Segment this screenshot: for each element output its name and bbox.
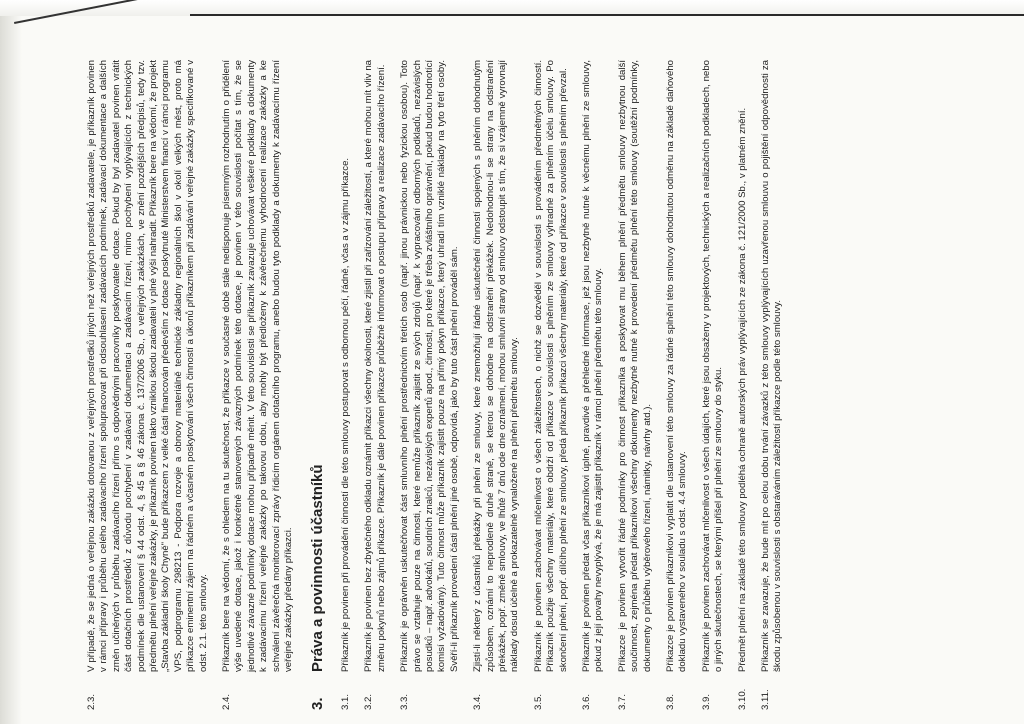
clause-text: Zjistí-li některý z účastníků překážky při plnění ze smlouvy, které znemožňují řádné uskutečnění činností spojených s plněním dohodnutým způsobem, oznámí to neprodleně druhé straně, se kterou se dohodne na odstranění překážek. Nedohodnou-li se strany na odstranění překážek, popř. změně smlouvy, ve lhůtě 7 dnů ode dne oznámení, mohou smluvní strany od smlouvy odstoupit s tím, že si vzájemně vyrovnají náklady dosud účelně a prokazatelně vynaložené na plnění předmětu smlouvy. xyxy=(472,60,521,672)
clause-text: V případě, že se jedná o veřejnou zakázku dotovanou z veřejných prostředků jiných než veřejných prostředků zadavatele, je příkazník povinen v rámci přípravy i průběhu celého zadávacího řízení spolupracovat při odsouhlasení zadávacích podmínek, zadávací dokumentace a dalších změn učiněných v průběhu zadávacího řízení přímo s odpovědnými pracovníky poskytovatele dotace. Pokud by byl zadavatel povinen vrátit část dotačních prostředků z důvodu pochybení v zadávací dokumentaci a zadávacím řízení, mimo pochybení vyplývajících z technických podmínek dle ustanovení § 44 odst. 4, § 45 a § 46 zákona č. 137/2006 Sb., o veřejných zakázkách, ve znění pozdějších předpisů, tedy tzv. předmětu plnění veřejné zakázky, je příkazník povinen takto vzniklou škodu zadavateli v plné výši nahradit. Příkazník bere na vědomí, že projekt „Stavba základní školy Chyně" bude příkazcem z velké části financován především z dotace poskytnuté Ministerstvem financí v rámci programu VPS, podprogramu 298213 - Podpora rozvoje a obnovy materiálně technické základny regionálních škol v okolí velkých měst, proto má příkazce eminentní zájem na řádném a včasném poskytování všech činností a úkonů příkazníkem při zadávání veřejné zakázky specifikované v odst. 2.1. této smlouvy. xyxy=(86,59,209,672)
clause-text: Příkazník je povinen zachovávat mlčenlivost o všech záležitostech, o nichž se dozvěděl v souvislosti s prováděním předmětných činností. Příkazník použije všechny materiály, které obdrží od příkazce v souvislosti s plněním ze smlouvy výhradně za plněním účelu smlouvy. Po skončení plnění, popř. dílčího plnění ze smlouvy, předá příkazník příkazci všechny materiály, které od příkazce v souvislosti s plněním převzal. xyxy=(532,60,569,672)
clause-number: 3.7. xyxy=(616,693,628,710)
clause-text: Příkazník je povinen bez zbytečného odkladu oznámit příkazci všechny okolnosti, které zjistil při zařizování záležitostí, a které mohou mít vliv na změnu pokynů nebo zájmů příkazce. Příkazník je dále povinen příkazce průběžně informovat o postupu přípravy a realizace zadávacího řízení. xyxy=(363,60,387,672)
clause-item xyxy=(363,60,388,710)
clause-text: Příkazník je povinen zachovávat mlčenlivost o všech údajích, které jsou obsaženy v projektových, technických a realizačních podkladech, nebo o jiných skutečnostech, se kterými přišel při plnění ze smlouvy do styku. xyxy=(700,60,725,672)
clause-item xyxy=(665,60,690,710)
clause-text: Příkazník je povinen předat včas příkazníkovi úplné, pravdivé a přehledné informace, jež jsou nezbytně nutné k věcnému plnění ze smlouvy, pokud z její povahy nevyplývá, že je má zajistit příkazník v rámci plnění předmětu této smlouvy. xyxy=(581,60,605,672)
section-2-items xyxy=(86,60,296,710)
clause-text: Předmět plnění na základě této smlouvy podléhá ochraně autorských práv vyplývajících ze zákona č. 121/2000 Sb., v platném znění. xyxy=(736,107,748,672)
clause-text: Příkazce je povinen příkazníkovi vyplatit dle ustanovení této smlouvy za řádné splnění této smlouvy dohodnutou odměnu na základě daňového dokladu vystaveného v souladu s odst. 4.4 smlouvy. xyxy=(665,60,689,672)
clause-item xyxy=(581,60,606,710)
clause-text: Příkazník se zavazuje, že bude mít po celou dobu trvání závazků z této smlouvy vyplývajících uzavřenou smlouvu o pojištění odpovědnosti za škodu způsobenou v souvislosti s obstaráváním záležitostí příkazce podle této smlouvy. xyxy=(760,60,784,672)
clause-item xyxy=(617,60,654,710)
clause-number: 3.11. xyxy=(760,689,772,710)
clause-number: 3.10. xyxy=(736,688,748,710)
section-title: Práva a povinnosti účastníků xyxy=(308,464,326,672)
clause-item xyxy=(221,60,295,710)
scan-edge-shadow xyxy=(0,0,22,724)
clause-number: 2.4. xyxy=(221,693,233,710)
clause-number: 3.3. xyxy=(399,693,411,710)
rotated-contract-page xyxy=(86,60,966,710)
clause-text: Příkazník je oprávněn uskutečňovat část smluvního plnění prostřednictvím třetích osob (např. jinou právnickou nebo fyzickou osobou). Toto právo se vztahuje pouze na činnosti, které nemůže příkazník zajistit ze svých zdrojů (např. k vypracování odborných podkladů, nezávislých posudků – např. advokátů, soudních znalců, nezávislých expertů apod., činnosti, pro které je třeba zvláštního oprávnění, pokud budou hodnotící komisí vyžadovány). Tuto činnost může příkazník zajistit pouze na přímý pokyn příkazce, který uhradí tím vzniklé náklady na tyto třetí osoby. Svěří-li příkazník provedení části plnění jiné osobě, odpovídá, jako by tuto část plnění prováděl sám. xyxy=(399,60,460,672)
clause-item xyxy=(701,60,726,710)
clause-item xyxy=(533,60,570,710)
clause-number: 2.3. xyxy=(86,693,97,710)
clause-text: Příkazník je povinen při provádění činností dle této smlouvy postupovat s odbornou péčí, řádně, včas a v zájmu příkazce. xyxy=(339,157,351,672)
clause-number: 3.1. xyxy=(339,693,351,710)
section-number: 3. xyxy=(308,697,326,710)
clause-number: 3.9. xyxy=(700,693,712,710)
scan-top-edge xyxy=(190,14,1024,16)
clause-number: 3.5. xyxy=(532,693,544,710)
clause-number: 3.8. xyxy=(665,693,677,710)
section-heading xyxy=(308,60,326,710)
clause-item xyxy=(86,60,210,710)
clause-number: 3.4. xyxy=(472,693,484,710)
clause-number: 3.2. xyxy=(363,693,375,710)
section-3-items xyxy=(340,60,785,710)
clause-item xyxy=(340,60,352,710)
clause-item xyxy=(399,60,461,710)
clause-item xyxy=(737,60,749,710)
clause-number: 3.6. xyxy=(581,693,592,710)
clause-item xyxy=(760,60,785,710)
clause-item xyxy=(472,60,522,710)
clause-text: Příkazce je povinen vytvořit řádné podmínky pro činnost příkazníka a poskytovat mu během plnění předmětu smlouvy nezbytnou další součinnost, zejména předat příkazníkovi všechny dokumenty nezbytně nutné k provedení předmětu plnění této smlouvy (soutěžní podmínky, dokumenty o průběhu výběrového řízení, námitky, návrhy atd.). xyxy=(616,60,653,672)
clause-text: Příkazník bere na vědomí, že s ohledem na tu skutečnost, že příkazce v současné době stále nedisponuje písemným rozhodnutím o přidělení výše uvedené dotace, jakož i konkrétně stanovených závazných podmínek této dotace, je povinen v této souvislosti počítat s tím, že se jednotlivé závazné podmínky dotace mohou případně měnit. V této souvislosti se příkazník zavazuje uchovávat veškeré podklady a dokumenty k zadávacímu řízení veřejné zakázky po takovou dobu, aby mohly být předloženy k závěrečnému vyhodnocení realizace zakázky a ke schválení závěrečná monitorovací zprávy řídicím orgánem dotačního programu, anebo budou tyto podklady a dokumenty k zadávacímu řízení veřejné zakázky předány příkazci. xyxy=(221,60,295,672)
